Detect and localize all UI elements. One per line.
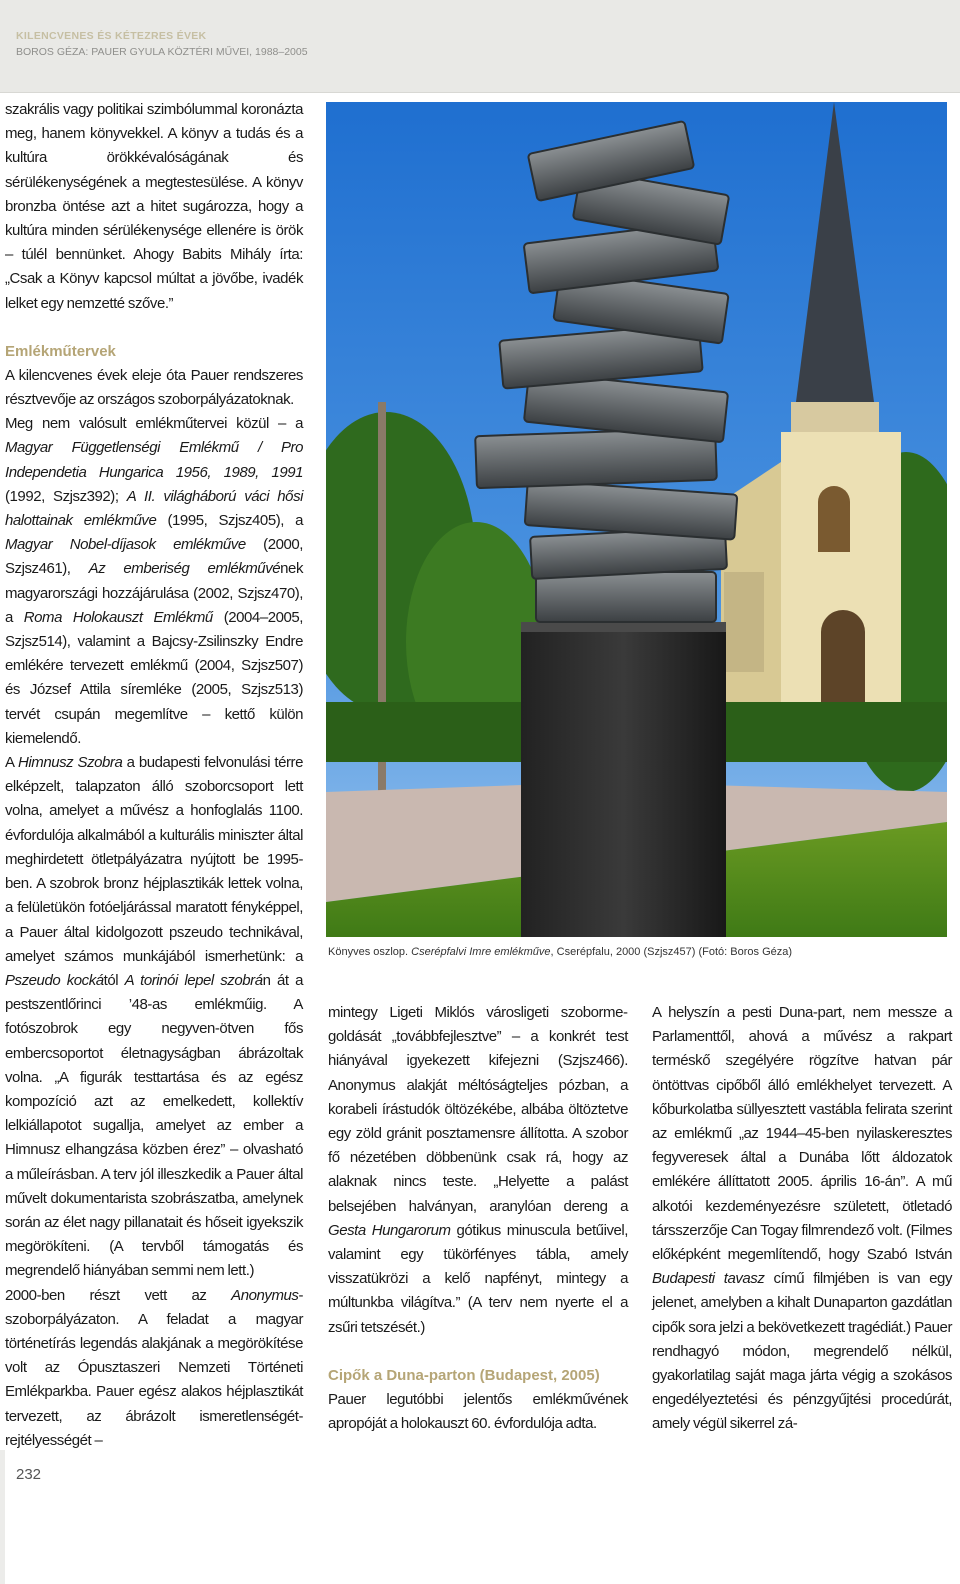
section-title: KILENCVENES ÉS KÉTEZRES ÉVEK — [16, 30, 207, 42]
section-heading-emlekmutervek: Emlékműtervek — [5, 342, 116, 360]
article-title: BOROS GÉZA: PAUER GYULA KÖZTÉRI MŰVEI, 1988–2005 — [16, 46, 308, 58]
paragraph: A Himnusz Szobra a budapesti felvonulási térre elképzelt, talapzaton álló szoborcsoport lett volna, amelyet a művész a honfoglalás 1100. évfordulója alkalmából a kulturális miniszter által meghirdetett ötletpályázatra nyújtott be 1995-ben. A szobrok bronz héjplasztikák lettek volna, a felületükön fotóeljárással maratott fényképpel, a Pauer által kidolgozott pszeudo technikával, amelyet számos munkájából ismerhetünk: a Pszeudo kockától A torinói lepel szobrán át a pestszentlőrinci ’48-as emlékműig. A fotószobrok egy negyven-ötven fős embercsoportot életnagyságban ábrázoltak volna. „A figurák testtartása és az egész kompozíció azt az emelkedett, kollektív lelkiállapotot sugallja, amelyet az ember a Himnusz elhangzása közben érez” – olvasható a műleírásban. A terv jól illeszkedik a Pauer által művelt dokumentarista szobrászatba, amelynek során az élet nagy pillanatait és hőseit igyekszik megörökíteni. (A tervből támogatás és megrendelő hiányában semmi nem lett.) — [5, 754, 303, 1280]
paragraph: Pauer legutóbbi jelentős emlékművének apropóját a holokauszt 60. évfordulója adta. — [328, 1390, 628, 1433]
paragraph: 2000-ben részt vett az Anonymus-szoborpályázaton. A feladat a magyar történetírás legendás alakjának a megörökítése volt az Ópusztaszeri Nemzeti Történeti Emlékparkba. Pauer egész alakos héjplasztikát tervezett, az ábrázolt ismeretlenségét-rejtélyességét – — [5, 1286, 303, 1449]
paragraph: Meg nem valósult emlékműtervei közül – a Magyar Függetlenségi Emlékmű / Pro Independetia Hungarica 1956, 1989, 1991 (1992, Szjsz392); A II. világháború váci hősi halottainak emlékműve (1995, Szjsz405), a Magyar Nobel-díjasok emlékműve (2000, Szjsz461), Az emberiség emlékművének magyarországi hozzájárulása (2002, Szjsz470), a Roma Holokauszt Emlékmű (2004–2005, Szjsz514), valamint a Bajcsy-Zsilinszky Endre emlékére tervezett emlékmű (2004, Szjsz507) és József Attila síremléke (2005, Szjsz513) tervét csupán megemlítve – kettő külön kiemelendő. — [5, 415, 304, 747]
page-number: 232 — [16, 1466, 42, 1483]
section-heading-cipok: Cipők a Duna-parton (Budapest, 2005) — [328, 1366, 600, 1384]
photo-caption: Könyves oszlop. Cserépfalvi Imre emlékműve, Cserépfalu, 2000 (Szjsz457) (Fotó: Boros Géza) — [328, 946, 793, 958]
paragraph: A helyszín a pesti Duna-part, nem messze a Parlamenttől, ahová a művész a rakpart terméskő szegélyére rögzítve hatvan pár öntöttvas cipőből álló emlékhelyet tervezett. A kőburkolatba süllyesztett vastábla felirata szerint az emlékmű „az 1944–45-ben nyilaskeresztes fegyveresek által a Dunába lőtt áldozatok emlékére állíttatott 2005. április 16-án”. A mű alkotói kezdeményezésre született, ötletadó társszerzője Can Togay filmrendező volt. (Filmes előképként megemlítendő, hogy Szabó István Budapesti tavasz című filmjében is van egy jelenet, amelyben a kihalt Dunaparton gazdátlan cipők sora jelzi a bekövetkezett tragédiát.) Pauer rendhagyó módon, megrendelő nélkül, gyakorlatilag saját maga járta végig a szokásos engedélyeztetési és pénzgyűjtési procedúrát, amely végül sikerrel zá- — [652, 1004, 952, 1433]
column-1 — [5, 98, 303, 1453]
column-3 — [652, 1001, 952, 1437]
running-header — [0, 0, 960, 93]
paragraph: mintegy Ligeti Miklós városligeti szobormegoldását „továbbfejlesztve” – a konkrét test hiányával igyekezett kifejezni (Szjsz466). Anonymus alakját méltóságteljes pózban, a korabeli írástudók öltözékébe, albába öltöztetve egy zöld gránit posztamensre állította. A szobor fő nézetében döbbenünk csak rá, hogy az alaknak nincs teste. „Helyette a palást belsejében halványan, aranylóan dereng a Gesta Hungarorum gótikus minuscula betűivel, valamint egy tükörfényes tábla, amely visszatükrözi a kelő napfényt, mintegy a múltunkba világítva.” (A terv nem nyerte el a zsűri tetszését.) — [328, 1004, 628, 1336]
column-2 — [328, 1001, 628, 1436]
paragraph: A kilencvenes évek eleje óta Pauer rendszeres résztvevője az országos szoborpályázatoknak. — [5, 366, 303, 409]
monument-photo — [326, 102, 947, 937]
paragraph: szakrális vagy politikai szimbólummal koronázta meg, hanem könyvekkel. A könyv a tudás és a kultúra örökkévalóságának és sérülékenységének a megtestesülése. A könyv bronzba öntése azt a hitet sugározza, hogy a kultúra minden sérülékenysége ellenére is örök – túlél bennünket. Ahogy Babits Mihály írta: „Csak a Könyv kapcsol múltat a jövőbe, ivadék lelket egy nemzetté szőve.” — [5, 101, 303, 312]
page-margin-bar — [0, 1450, 5, 1584]
